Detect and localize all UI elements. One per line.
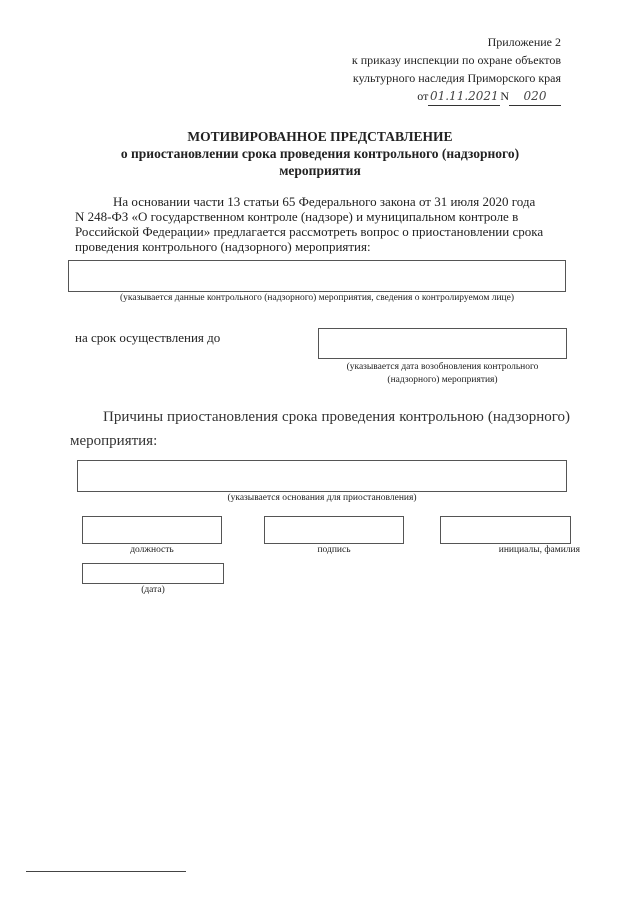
appendix-authority: культурного наследия Приморского края (352, 71, 561, 85)
term-label: на срок осуществления до (75, 330, 221, 345)
footnote-separator (26, 871, 186, 872)
signature-caption: подпись (317, 545, 351, 555)
intro-line-4: проведения контрольного (надзорного) мероприятия: (75, 239, 371, 254)
intro-line-1: На основании части 13 статьи 65 Федерального закона от 31 июля 2020 года (113, 194, 536, 209)
appendix-order-ref: к приказу инспекции по охране объектов (351, 53, 561, 67)
reasons-line-1: Причины приостановления срока проведения контрольною (надзорного) (103, 409, 570, 425)
initials-caption: инициалы, фамилия (498, 545, 580, 555)
title-line-3: мероприятия (279, 163, 361, 178)
date-caption: (дата) (141, 585, 165, 595)
title-line-1: МОТИВИРОВАННОЕ ПРЕДСТАВЛЕНИЕ (187, 129, 453, 144)
appendix-header (352, 33, 561, 106)
intro-line-3: Российской Федерации» предлагается рассмотреть вопрос о приостановлении срока (75, 224, 544, 239)
appendix-date-number (352, 87, 561, 106)
title-line-2: о приостановлении срока проведения контрольного (надзорного) (120, 146, 520, 161)
from-prefix: от (417, 89, 429, 103)
document-title (0, 128, 640, 179)
resume-date-caption (318, 361, 567, 387)
reasons-heading (70, 409, 570, 450)
reasons-field[interactable] (77, 460, 567, 492)
signature-field[interactable] (264, 516, 404, 544)
number-prefix: N (500, 89, 509, 103)
position-field[interactable] (82, 516, 222, 544)
resume-date-field[interactable] (318, 328, 567, 359)
resume-date-caption-line-2: (надзорного) мероприятия) (387, 375, 498, 385)
order-date: 01.11.2021 (428, 87, 500, 106)
appendix-number: Приложение 2 (487, 35, 561, 49)
position-caption: должность (130, 545, 174, 555)
date-field[interactable] (82, 563, 224, 584)
intro-line-2: N 248-ФЗ «О государственном контроле (надзоре) и муниципальном контроле в (75, 209, 519, 224)
initials-field[interactable] (440, 516, 571, 544)
reasons-caption: (указывается основания для приостановления) (227, 493, 417, 503)
intro-paragraph (75, 194, 565, 254)
event-data-caption: (указывается данные контрольного (надзорного) мероприятия, сведения о контролируемом лице) (120, 293, 514, 303)
reasons-line-2: мероприятия: (70, 433, 158, 449)
order-number: 020 (509, 87, 561, 106)
resume-date-caption-line-1: (указывается дата возобновления контрольного (346, 362, 539, 372)
event-data-field[interactable] (68, 260, 566, 292)
